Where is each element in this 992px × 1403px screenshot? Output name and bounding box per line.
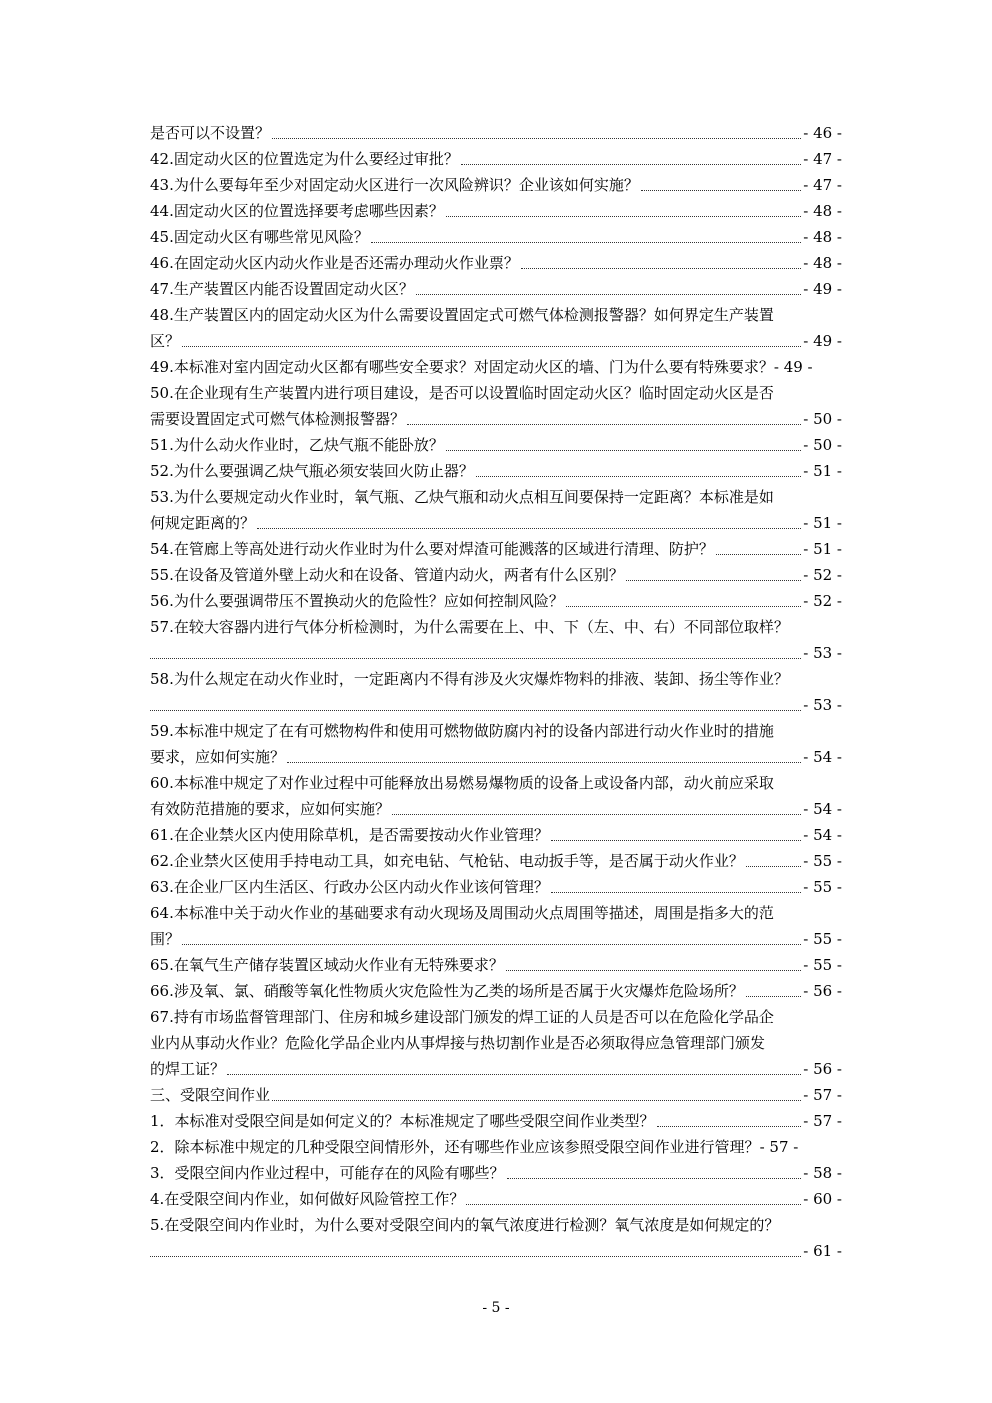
toc-entry[interactable]: [150, 874, 842, 900]
toc-entry[interactable]: [150, 1186, 842, 1212]
toc-entry-page: - 51 -: [803, 462, 842, 480]
toc-entry[interactable]: [150, 952, 842, 978]
toc-entry-title: 55.在设备及管道外壁上动火和在设备、管道内动火，两者有什么区别？: [150, 566, 624, 584]
dot-leader: [521, 268, 801, 269]
toc-entry[interactable]: [150, 822, 842, 848]
toc-entry-title: 1．本标准对受限空间是如何定义的？本标准规定了哪些受限空间作业类型？: [150, 1112, 655, 1130]
toc-entry-text-line: 64.本标准中关于动火作业的基础要求有动火现场及周围动火点周围等描述，周围是指多大的范: [150, 904, 774, 922]
dot-leader: [476, 476, 801, 477]
toc-entry[interactable]: [150, 1134, 842, 1160]
toc-entry[interactable]: [150, 120, 842, 146]
toc-entry-page: - 48 -: [803, 254, 842, 272]
toc-entry[interactable]: [150, 588, 842, 614]
toc-entry[interactable]: [150, 380, 842, 432]
toc-entry[interactable]: [150, 562, 842, 588]
toc-entry-page: - 54 -: [803, 826, 842, 844]
toc-entry[interactable]: [150, 978, 842, 1004]
toc-entry-title: 66.涉及氧、氯、硝酸等氧化性物质火灾危险性为乙类的场所是否属于火灾爆炸危险场所？: [150, 982, 744, 1000]
toc-entry[interactable]: [150, 1082, 842, 1108]
toc-entry-title: 49.本标准对室内固定动火区都有哪些安全要求？对固定动火区的墙、门为什么要有特殊要求？: [150, 358, 774, 376]
toc-entry-text-line: 53.为什么要规定动火作业时，氧气瓶、乙炔气瓶和动火点相互间要保持一定距离？本标准是如: [150, 488, 774, 506]
toc-entry-page: - 49 -: [773, 358, 813, 376]
toc-entry-title: 51.为什么动火作业时，乙炔气瓶不能卧放？: [150, 436, 444, 454]
toc-entry-page: - 48 -: [803, 228, 842, 246]
toc-entry-title: 42.固定动火区的位置选定为什么要经过审批？: [150, 150, 459, 168]
toc-entry-page: - 47 -: [803, 150, 842, 168]
page-number: - 5 -: [482, 1300, 510, 1316]
table-of-contents: [150, 120, 842, 1264]
toc-entry[interactable]: [150, 718, 842, 770]
toc-entry-title: 需要设置固定式可燃气体检测报警器？: [150, 410, 406, 428]
toc-entry-page: - 49 -: [803, 332, 842, 350]
toc-entry[interactable]: [150, 536, 842, 562]
toc-entry-page: - 50 -: [803, 410, 842, 428]
toc-entry[interactable]: [150, 302, 842, 354]
dot-leader: [746, 866, 801, 867]
toc-entry-title: 围？: [150, 930, 181, 948]
toc-entry[interactable]: [150, 614, 842, 666]
toc-entry-page: - 51 -: [803, 540, 842, 558]
toc-entry[interactable]: [150, 458, 842, 484]
toc-entry-page: - 53 -: [803, 644, 842, 662]
dot-leader: [626, 580, 801, 581]
dot-leader: [461, 164, 801, 165]
toc-entry-title: 2．除本标准中规定的几种受限空间情形外，还有哪些作业应该参照受限空间作业进行管理？: [150, 1138, 760, 1156]
toc-entry-page: - 61 -: [803, 1242, 842, 1260]
dot-leader: [506, 970, 801, 971]
toc-entry-title: 3．受限空间内作业过程中，可能存在的风险有哪些？: [150, 1164, 505, 1182]
toc-entry[interactable]: [150, 250, 842, 276]
dot-leader: [272, 138, 801, 139]
toc-entry-title: 54.在管廊上等高处进行动火作业时为什么要对焊渣可能溅落的区域进行清理、防护？: [150, 540, 714, 558]
dot-leader: [416, 294, 801, 295]
dot-leader: [551, 892, 801, 893]
toc-entry-text-line: 67.持有市场监督管理部门、住房和城乡建设部门颁发的焊工证的人员是否可以在危险化学品企: [150, 1008, 774, 1026]
toc-entry-title: 要求，应如何实施？: [150, 748, 286, 766]
toc-entry-title: 区？: [150, 332, 181, 350]
toc-entry-title: 47.生产装置区内能否设置固定动火区？: [150, 280, 414, 298]
toc-entry-text-line: 59.本标准中规定了在有可燃物构件和使用可燃物做防腐内衬的设备内部进行动火作业时的措施: [150, 722, 774, 740]
dot-leader: [150, 1256, 801, 1257]
dot-leader: [272, 1100, 801, 1101]
dot-leader: [746, 996, 801, 997]
dot-leader: [551, 840, 801, 841]
toc-entry[interactable]: [150, 1160, 842, 1186]
toc-entry[interactable]: [150, 146, 842, 172]
toc-entry-title: 65.在氧气生产储存装置区域动火作业有无特殊要求？: [150, 956, 504, 974]
dot-leader: [657, 1126, 802, 1127]
toc-entry-page: - 55 -: [803, 878, 842, 896]
toc-entry-title: 44.固定动火区的位置选择要考虑哪些因素？: [150, 202, 444, 220]
toc-entry-text-line: 57.在较大容器内进行气体分析检测时，为什么需要在上、中、下（左、中、右）不同部位取样？: [150, 618, 789, 636]
toc-entry-page: - 54 -: [803, 748, 842, 766]
toc-entry-page: - 49 -: [803, 280, 842, 298]
toc-entry-page: - 55 -: [803, 930, 842, 948]
dot-leader: [446, 450, 801, 451]
toc-entry[interactable]: [150, 770, 842, 822]
toc-entry-page: - 57 -: [803, 1112, 842, 1130]
toc-entry-page: - 58 -: [803, 1164, 842, 1182]
toc-entry-text-line: 58.为什么规定在动火作业时，一定距离内不得有涉及火灾爆炸物料的排液、装卸、扬尘等作业？: [150, 670, 789, 688]
toc-entry-page: - 57 -: [759, 1138, 799, 1156]
toc-entry[interactable]: [150, 848, 842, 874]
dot-leader: [641, 190, 801, 191]
toc-entry[interactable]: [150, 1004, 842, 1082]
dot-leader: [150, 658, 801, 659]
dot-leader: [287, 762, 801, 763]
dot-leader: [716, 554, 801, 555]
dot-leader: [257, 528, 801, 529]
dot-leader: [371, 242, 801, 243]
toc-entry[interactable]: [150, 432, 842, 458]
dot-leader: [150, 710, 801, 711]
toc-entry[interactable]: [150, 276, 842, 302]
dot-leader: [182, 944, 801, 945]
toc-entry-page: - 55 -: [803, 852, 842, 870]
toc-entry-title: 43.为什么要每年至少对固定动火区进行一次风险辨识？企业该如何实施？: [150, 176, 639, 194]
toc-entry-text-line: 48.生产装置区内的固定动火区为什么需要设置固定式可燃气体检测报警器？如何界定生产装置: [150, 306, 774, 324]
toc-entry-page: - 57 -: [803, 1086, 842, 1104]
toc-entry-text-line: 50.在企业现有生产装置内进行项目建设，是否可以设置临时固定动火区？临时固定动火区是否: [150, 384, 774, 402]
toc-entry[interactable]: [150, 198, 842, 224]
toc-entry-page: - 47 -: [803, 176, 842, 194]
dot-leader: [392, 814, 801, 815]
dot-leader: [466, 1204, 801, 1205]
toc-entry-page: - 52 -: [803, 592, 842, 610]
toc-entry-title: 三、受限空间作业: [150, 1086, 271, 1104]
dot-leader: [507, 1178, 802, 1179]
dot-leader: [227, 1074, 801, 1075]
dot-leader: [182, 346, 801, 347]
toc-entry-title: 52.为什么要强调乙炔气瓶必须安装回火防止器？: [150, 462, 474, 480]
toc-entry-title: 46.在固定动火区内动火作业是否还需办理动火作业票？: [150, 254, 519, 272]
toc-entry-page: - 60 -: [803, 1190, 842, 1208]
toc-entry-page: - 50 -: [803, 436, 842, 454]
toc-entry-page: - 54 -: [803, 800, 842, 818]
toc-entry-title: 62.企业禁火区使用手持电动工具，如充电钻、气枪钻、电动扳手等，是否属于动火作业？: [150, 852, 744, 870]
dot-leader: [446, 216, 801, 217]
toc-entry-title: 56.为什么要强调带压不置换动火的危险性？应如何控制风险？: [150, 592, 564, 610]
dot-leader: [407, 424, 801, 425]
toc-entry[interactable]: [150, 900, 842, 952]
toc-entry[interactable]: [150, 666, 842, 718]
toc-entry[interactable]: [150, 354, 842, 380]
toc-entry-title: 的焊工证？: [150, 1060, 226, 1078]
toc-entry[interactable]: [150, 172, 842, 198]
toc-entry[interactable]: [150, 484, 842, 536]
dot-leader: [566, 606, 801, 607]
toc-entry-page: - 56 -: [803, 1060, 842, 1078]
toc-entry-text-line: 5.在受限空间内作业时，为什么要对受限空间内的氧气浓度进行检测？氧气浓度是如何规定的？: [150, 1216, 780, 1234]
toc-entry-page: - 51 -: [803, 514, 842, 532]
toc-entry-title: 有效防范措施的要求，应如何实施？: [150, 800, 391, 818]
toc-entry-title: 45.固定动火区有哪些常见风险？: [150, 228, 369, 246]
toc-entry-title: 何规定距离的？: [150, 514, 256, 532]
toc-entry-title: 61.在企业禁火区内使用除草机，是否需要按动火作业管理？: [150, 826, 549, 844]
toc-entry-title: 4.在受限空间内作业，如何做好风险管控工作？: [150, 1190, 465, 1208]
toc-entry-page: - 46 -: [803, 124, 842, 142]
toc-entry[interactable]: [150, 1212, 842, 1264]
toc-entry-page: - 48 -: [803, 202, 842, 220]
toc-entry-text-line: 业内从事动火作业？危险化学品企业内从事焊接与热切割作业是否必须取得应急管理部门颁发: [150, 1034, 766, 1052]
toc-entry-page: - 55 -: [803, 956, 842, 974]
toc-entry-page: - 52 -: [803, 566, 842, 584]
toc-entry[interactable]: [150, 1108, 842, 1134]
toc-entry[interactable]: [150, 224, 842, 250]
toc-entry-page: - 56 -: [803, 982, 842, 1000]
toc-entry-text-line: 60.本标准中规定了对作业过程中可能释放出易燃易爆物质的设备上或设备内部，动火前应采取: [150, 774, 774, 792]
toc-entry-title: 是否可以不设置？: [150, 124, 271, 142]
toc-entry-page: - 53 -: [803, 696, 842, 714]
toc-entry-title: 63.在企业厂区内生活区、行政办公区内动火作业该何管理？: [150, 878, 549, 896]
